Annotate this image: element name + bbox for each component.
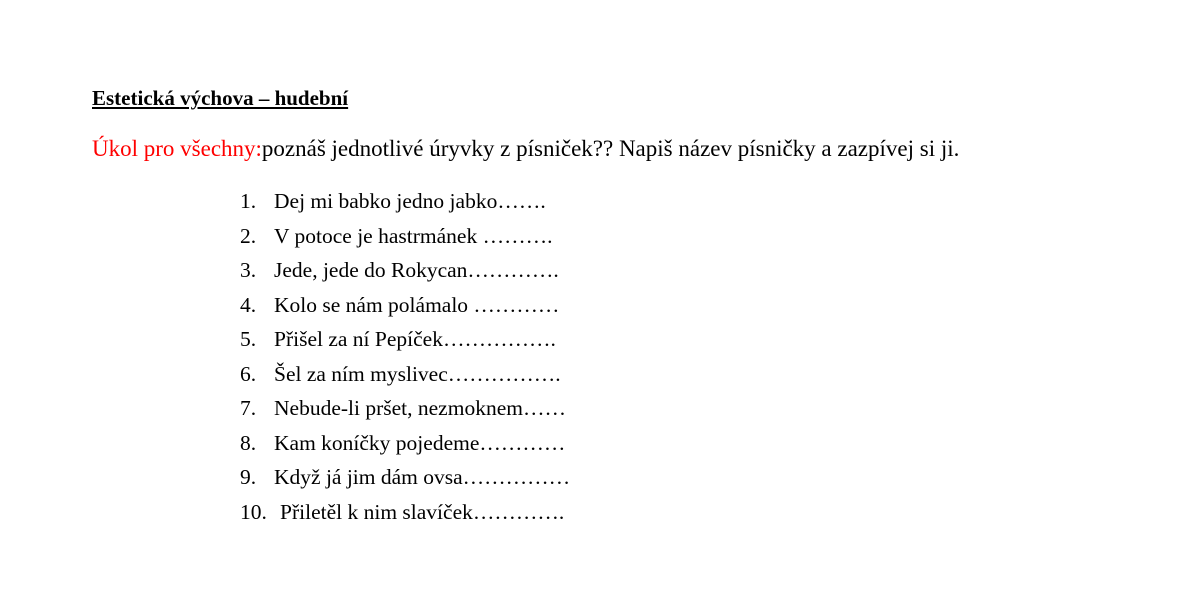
list-item	[240, 391, 570, 426]
list-item	[240, 426, 570, 461]
list-item-text: Kolo se nám polámalo …………	[274, 292, 560, 317]
list-item-number: 10.	[240, 499, 267, 524]
list-item	[240, 357, 570, 392]
list-item-text: V potoce je hastrmánek ……….	[274, 223, 553, 248]
list-item-number: 5.	[240, 327, 257, 351]
list-item-number: 2.	[240, 223, 257, 248]
list-item-text: Jede, jede do Rokycan………….	[274, 258, 559, 282]
list-item-text: Přiletěl k nim slavíček………….	[280, 499, 565, 524]
list-item-number: 6.	[240, 361, 257, 386]
list-item	[240, 322, 570, 357]
list-item-number: 8.	[240, 430, 257, 455]
list-item-text: Když já jim dám ovsa……………	[274, 465, 571, 489]
list-item-text: Šel za ním myslivec…………….	[274, 361, 561, 386]
list-item-text: Přišel za ní Pepíček…………….	[274, 327, 556, 351]
page-title: Estetická výchova – hudební	[92, 86, 349, 110]
list-item-number: 4.	[240, 292, 257, 317]
task-text: poznáš jednotlivé úryvky z písniček?? Napiš název písničky a zazpívej si ji.	[261, 136, 960, 161]
list-item-number: 9.	[240, 465, 257, 489]
list-item-number: 1.	[240, 189, 257, 213]
list-item-text: Nebude-li pršet, nezmoknem……	[274, 396, 566, 420]
list-item	[240, 184, 570, 219]
list-item	[240, 495, 570, 530]
list-item-number: 3.	[240, 258, 257, 282]
list-item-text: Dej mi babko jedno jabko…….	[274, 189, 546, 213]
list-item	[240, 460, 570, 495]
list-item	[240, 253, 570, 288]
list-item	[240, 288, 570, 323]
list-item-text: Kam koníčky pojedeme…………	[274, 430, 566, 455]
list-item	[240, 219, 570, 254]
list-item-number: 7.	[240, 396, 257, 420]
song-list	[240, 184, 570, 529]
task-label: Úkol pro všechny:	[92, 136, 262, 161]
task-instruction	[92, 136, 959, 162]
